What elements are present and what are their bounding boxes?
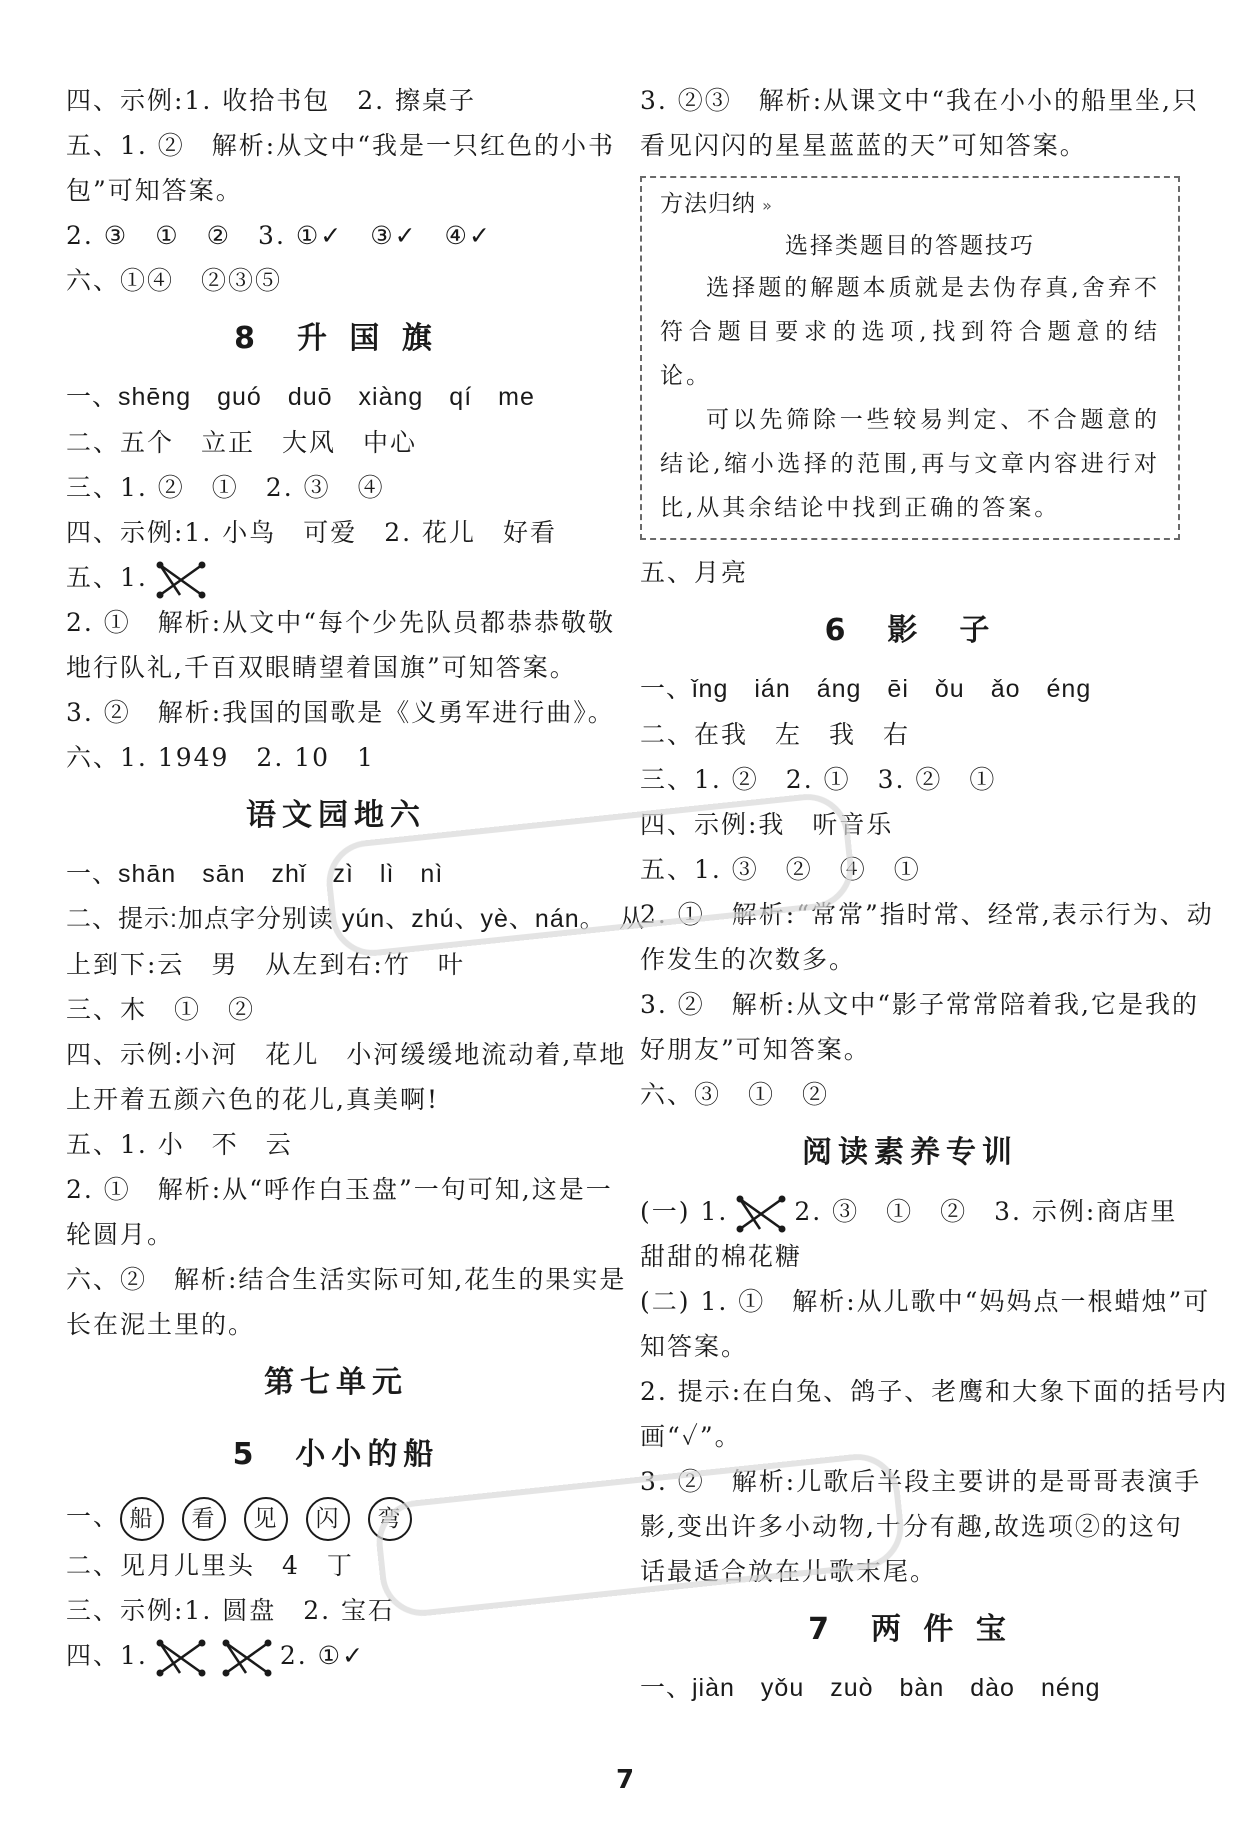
answer-line: 好朋友”可知答案。 [640, 1035, 871, 1064]
answer-line: 知答案。 [640, 1332, 749, 1361]
answer-line [66, 555, 606, 600]
answer-line: 五、月亮 [640, 558, 749, 587]
answer-line: 画“✓”。 [640, 1422, 742, 1451]
section-heading: 6 影 子 [824, 613, 996, 648]
answer-line: 四、示例:我 听音乐 [640, 810, 894, 839]
answer-label: 一、 [66, 1502, 121, 1531]
answer-label: (一) 1. [640, 1197, 729, 1226]
answer-line [66, 1491, 606, 1543]
section-heading: 第七单元 [264, 1365, 408, 1400]
answer-line: 二、五个 立正 大风 中心 [66, 428, 418, 457]
circled-character: 见 [244, 1497, 288, 1541]
answer-line: (二) 1. ① 解析:从儿歌中“妈妈点一根蜡烛”可 [640, 1287, 1211, 1316]
matching-lines-icon [156, 561, 206, 599]
answer-line: 话最适合放在儿歌末尾。 [640, 1557, 938, 1586]
answer-line [640, 1189, 1180, 1234]
answer-line: 一、jiàn yǒu zuò bàn dào néng [640, 1674, 1101, 1702]
answer-line: 三、木 ① ② [66, 995, 256, 1024]
answer-line: 甜甜的棉花糖 [640, 1242, 803, 1271]
answer-line: 一、shēng guó duō xiàng qí me [66, 383, 535, 411]
answer-line: 三、示例:1. 圆盘 2. 宝石 [66, 1596, 396, 1625]
answer-line: 2. ① 解析:“常常”指时常、经常,表示行为、动 [640, 900, 1214, 929]
answer-line: 3. ② 解析:我国的国歌是《义勇军进行曲》。 [66, 698, 615, 727]
answer-line: 2. 提示:在白兔、鸽子、老鹰和大象下面的括号内 [640, 1377, 1229, 1406]
answer-label: 五、1. [66, 563, 148, 592]
answer-line: 六、③ ① ② [640, 1080, 830, 1109]
answer-line: 上到下:云 男 从左到右:竹 叶 [66, 950, 465, 979]
answer-line: 包”可知答案。 [66, 176, 243, 205]
answer-line: 3. ② 解析:儿歌后半段主要讲的是哥哥表演手 [640, 1467, 1202, 1496]
answer-continuation: 2. ③ ① ② 3. 示例:商店里 [794, 1197, 1178, 1226]
answer-line: 轮圆月。 [66, 1220, 175, 1249]
circled-character: 看 [182, 1497, 226, 1541]
left-column [66, 78, 646, 1678]
page-number: 7 [615, 1765, 635, 1795]
answer-line: 一、shān sān zhǐ zì lì nì [66, 860, 444, 888]
answer-line: 地行队礼,千百双眼睛望着国旗”可知答案。 [66, 653, 577, 682]
matching-lines-icon [222, 1639, 272, 1677]
answer-line: 三、1. ② 2. ① 3. ② ① [640, 765, 997, 794]
answer-line: 六、② 解析:结合生活实际可知,花生的果实是 [66, 1265, 627, 1294]
tip-paragraph: 选择题的解题本质就是去伪存真,舍弃不符合题目要求的选项,找到符合题意的结论。 [660, 275, 1160, 389]
answer-line: 二、见月儿里头 4 丁 [66, 1551, 354, 1580]
answer-line: 2. ③ ① ② 3. ①✓ ③✓ ④✓ [66, 221, 492, 250]
answer-line: 六、1. 1949 2. 10 1 [66, 743, 375, 772]
answer-line: 三、1. ② ① 2. ③ ④ [66, 473, 385, 502]
answer-line: 作发生的次数多。 [640, 945, 857, 974]
answer-continuation: 2. ①✓ [279, 1641, 366, 1670]
answer-line: 3. ② 解析:从文中“影子常常陪着我,它是我的 [640, 990, 1199, 1019]
section-heading: 7 两 件 宝 [808, 1612, 1012, 1647]
answer-line: 五、1. 小 不 云 [66, 1130, 293, 1159]
answer-line: 五、1. ② 解析:从文中“我是一只红色的小书 [66, 131, 616, 160]
answer-line: 二、提示:加点字分别读 yún、zhú、yè、nán。 从 [66, 905, 646, 933]
answer-line: 2. ① 解析:从“呼作白玉盘”一句可知,这是一 [66, 1175, 613, 1204]
answer-label: 四、1. [66, 1641, 148, 1670]
answer-line: 影,变出许多小动物,十分有趣,故选项②的这句 [640, 1512, 1183, 1541]
circled-character: 船 [120, 1497, 164, 1541]
circled-character: 弯 [368, 1497, 412, 1541]
answer-line: 四、示例:1. 小鸟 可爱 2. 花儿 好看 [66, 518, 558, 547]
answer-line: 五、1. ③ ② ④ ① [640, 855, 921, 884]
tip-paragraph: 可以先筛除一些较易判定、不合题意的结论,缩小选择的范围,再与文章内容进行对比,从其余结论中找到正确的答案。 [660, 407, 1160, 521]
answer-line: 3. ②③ 解析:从课文中“我在小小的船里坐,只 [640, 86, 1199, 115]
answer-line: 长在泥土里的。 [66, 1310, 256, 1339]
answer-line: 一、ǐng ián áng ēi ǒu ǎo éng [640, 675, 1092, 703]
matching-lines-icon [736, 1195, 786, 1233]
section-heading: 8 升 国 旗 [234, 321, 438, 356]
section-heading: 5 小小的船 [232, 1437, 440, 1472]
answer-line: 六、①④ ②③⑤ [66, 266, 283, 295]
tip-box-label [660, 184, 1160, 226]
tip-box-title: 选择类题目的答题技巧 [785, 233, 1035, 259]
answer-line [66, 1633, 606, 1678]
tip-label-text: 方法归纳 [660, 191, 756, 217]
circled-character: 闪 [306, 1497, 350, 1541]
double-chevron-icon: » [756, 196, 773, 215]
answer-line: 四、示例:1. 收拾书包 2. 擦桌子 [66, 86, 477, 115]
answer-line: 四、示例:小河 花儿 小河缓缓地流动着,草地 [66, 1040, 627, 1069]
matching-lines-icon [156, 1639, 206, 1677]
right-column [640, 78, 1229, 1711]
answer-line: 上开着五颜六色的花儿,真美啊! [66, 1085, 439, 1114]
answer-line: 二、在我 左 我 右 [640, 720, 911, 749]
answer-line: 看见闪闪的星星蓝蓝的天”可知答案。 [640, 131, 1087, 160]
method-tip-box [640, 176, 1180, 540]
section-heading: 语文园地六 [246, 798, 426, 833]
answer-line: 2. ① 解析:从文中“每个少先队员都恭恭敬敬 [66, 608, 616, 637]
section-heading: 阅读素养专训 [802, 1135, 1018, 1170]
